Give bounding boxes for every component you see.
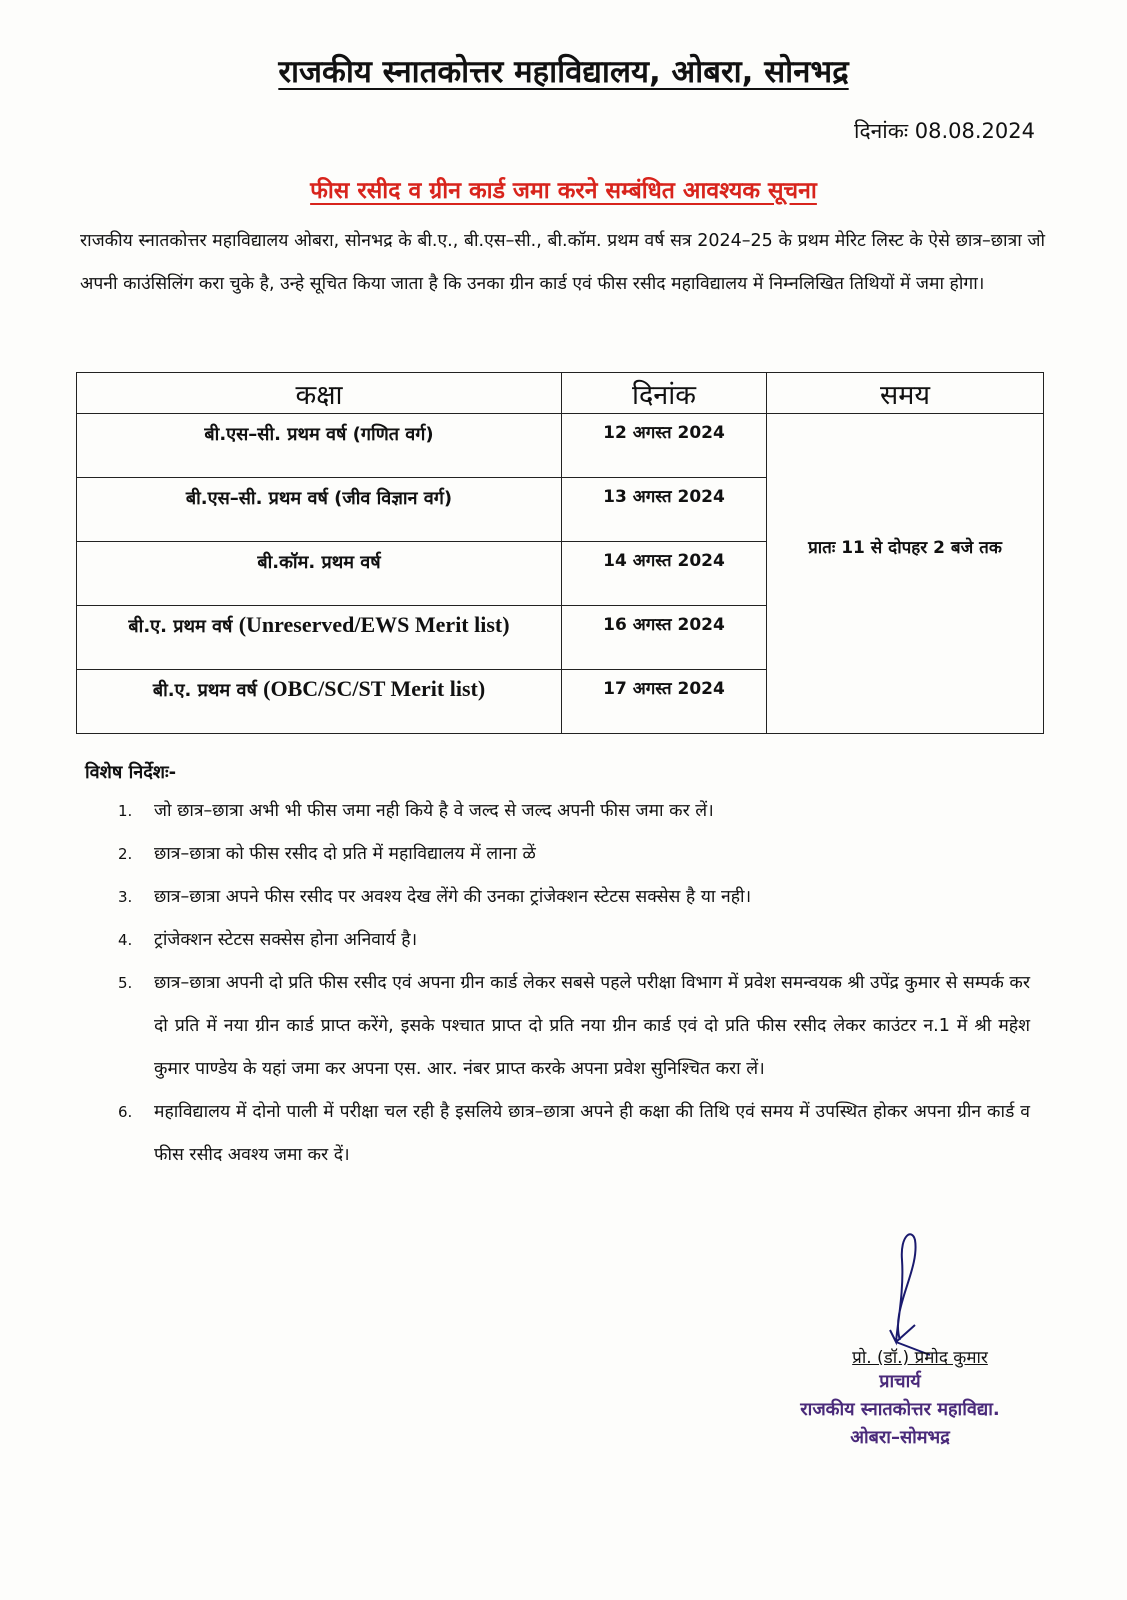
item-number: 6.: [118, 1103, 133, 1121]
college-name: राजकीय स्नातकोत्तर महाविद्यालय, ओबरा, सोनभद्र: [278, 54, 849, 90]
notice-date: दिनांकः 08.08.2024: [854, 119, 1035, 143]
class-label: बी.एस–सी. प्रथम वर्ष (जीव विज्ञान वर्ग): [185, 488, 453, 509]
class-label: बी.कॉम. प्रथम वर्ष: [257, 552, 381, 573]
stamp-college: राजकीय स्नातकोत्तर महाविद्या.: [800, 1399, 1000, 1420]
class-cell: [77, 414, 562, 478]
item-text: महाविद्यालय में दोनो पाली में परीक्षा चल रही है इसलिये छात्र–छात्रा अपने ही कक्षा की तिथि एवं समय में उपस्थित होकर अपना ग्रीन कार्ड व फीस रसीद अवश्य जमा कर दें।: [154, 1102, 1030, 1165]
item-number: 1.: [118, 802, 133, 820]
class-cell: [77, 478, 562, 542]
item-number: 4.: [118, 931, 133, 949]
header-date: दिनांक: [562, 373, 767, 414]
signatory-name: प्रो. (डॉ.) प्रमोद कुमार: [852, 1348, 988, 1368]
class-label: बी.ए. प्रथम वर्ष: [128, 616, 239, 637]
list-item: [110, 790, 1030, 833]
item-number: 2.: [118, 845, 133, 863]
date-cell: 14 अगस्त 2024: [562, 542, 767, 606]
item-text: छात्र–छात्रा अपने फीस रसीद पर अवश्य देख लेंगे की उनका ट्रांजेक्शन स्टेटस सक्सेस है या नही।: [154, 887, 752, 907]
item-text: जो छात्र–छात्रा अभी भी फीस जमा नही किये है वे जल्द से जल्द अपनी फीस जमा कर लें।: [154, 801, 714, 821]
table-header-row: [77, 373, 1044, 414]
handwritten-signature: [860, 1230, 950, 1360]
stamp-title: प्राचार्य: [879, 1371, 921, 1392]
date-cell: 17 अगस्त 2024: [562, 670, 767, 734]
date-cell: 12 अगस्त 2024: [562, 414, 767, 478]
list-item: [110, 833, 1030, 876]
class-label-en: (OBC/SC/ST Merit list): [263, 676, 486, 701]
intro-paragraph: राजकीय स्नातकोत्तर महाविद्यालय ओबरा, सोनभद्र के बी.ए., बी.एस–सी., बी.कॉम. प्रथम वर्ष सत्र 2024–25 के प्रथम मेरिट लिस्ट के ऐसे छात्र–छात्रा जो अपनी काउंसिलिंग करा चुके है, उन्हे सूचित किया जाता है कि उनका ग्रीन कार्ड एवं फीस रसीद महाविद्यालय में निम्नलिखित तिथियों में जमा होगा।: [80, 231, 1045, 294]
date-cell: 13 अगस्त 2024: [562, 478, 767, 542]
item-text: छात्र–छात्रा अपनी दो प्रति फीस रसीद एवं अपना ग्रीन कार्ड लेकर सबसे पहले परीक्षा विभाग में प्रवेश समन्वयक श्री उपेंद्र कुमार से सम्पर्क कर दो प्रति में नया ग्रीन कार्ड प्राप्त करेंगे, इसके पश्चात प्राप्त दो प्रति नया ग्रीन कार्ड एवं दो प्रति फीस रसीद लेकर काउंटर न.1 में श्री महेश कुमार पाण्डेय के यहां जमा कर अपना एस. आर. नंबर प्राप्त करके अपना प्रवेश सुनिश्चित करा लें।: [154, 973, 1030, 1079]
subject-text: फीस रसीद व ग्रीन कार्ड जमा करने सम्बंधित आवश्यक सूचना: [310, 178, 817, 204]
college-title: [0, 50, 1127, 92]
schedule-table: [76, 372, 1044, 734]
list-item: [110, 1091, 1030, 1177]
list-item: [110, 962, 1030, 1091]
class-label-en: (Unreserved/EWS Merit list): [238, 612, 510, 637]
official-stamp: [740, 1368, 1060, 1452]
item-number: 5.: [118, 974, 133, 992]
date-cell: 16 अगस्त 2024: [562, 606, 767, 670]
list-item: [110, 919, 1030, 962]
header-time: समय: [767, 373, 1044, 414]
table-row: [77, 414, 1044, 478]
class-label: बी.एस–सी. प्रथम वर्ष (गणित वर्ग): [204, 424, 434, 445]
class-cell: [77, 670, 562, 734]
signature-block: [740, 1345, 1060, 1452]
time-cell: प्रातः 11 से दोपहर 2 बजे तक: [767, 414, 1044, 734]
class-cell: [77, 542, 562, 606]
item-text: छात्र–छात्रा को फीस रसीद दो प्रति में महाविद्यालय में लाना ळें: [154, 844, 536, 864]
list-item: [110, 876, 1030, 919]
header-class: कक्षा: [77, 373, 562, 414]
class-label: बी.ए. प्रथम वर्ष: [152, 680, 264, 701]
special-instructions-heading: विशेष निर्देशः-: [85, 762, 177, 783]
item-number: 3.: [118, 888, 133, 906]
stamp-place: ओबरा–सोमभद्र: [850, 1427, 950, 1448]
item-text: ट्रांजेक्शन स्टेटस सक्सेस होना अनिवार्य है।: [154, 930, 418, 950]
notice-subject: [0, 173, 1127, 205]
instructions-list: [110, 790, 1030, 1177]
class-cell: [77, 606, 562, 670]
